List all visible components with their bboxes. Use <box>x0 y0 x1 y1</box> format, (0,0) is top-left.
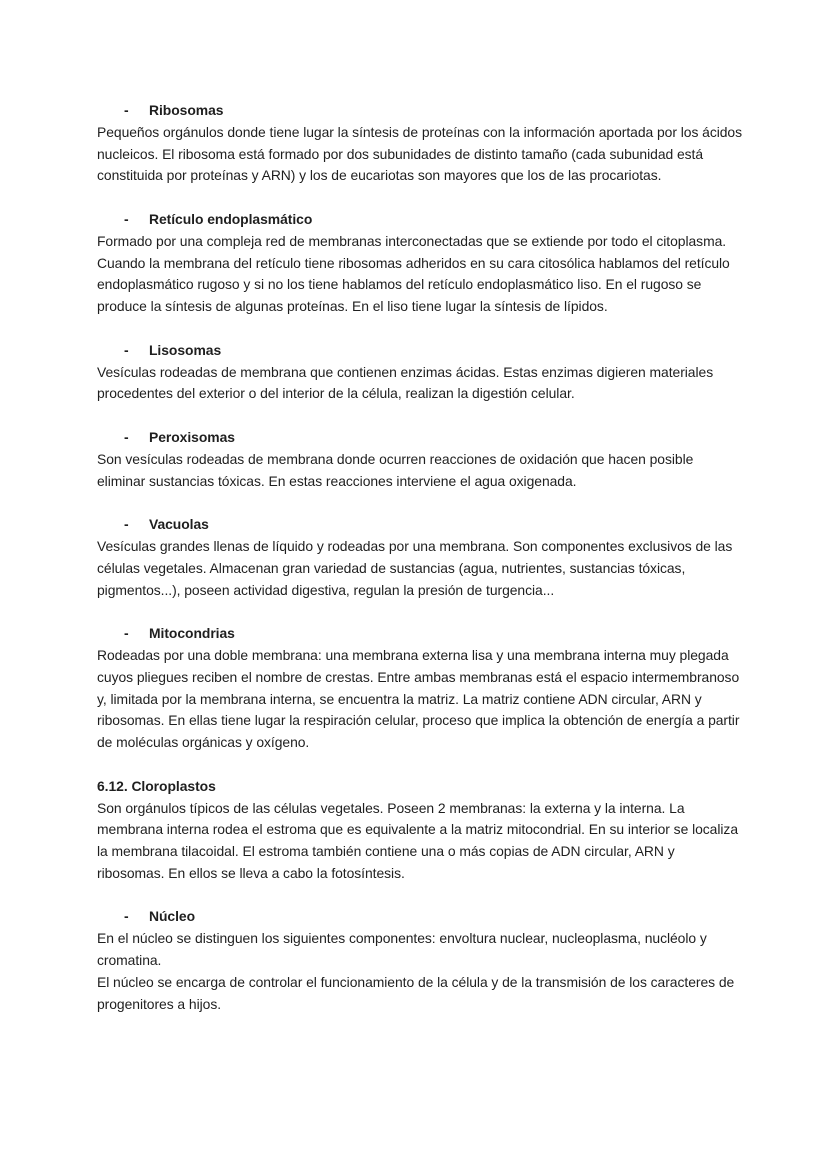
paragraph: Pequeños orgánulos donde tiene lugar la síntesis de proteínas con la información aportada por los ácidos nucleicos. El ribosoma está formado por dos subunidades de distinto tamaño (cada subunidad está constituida por proteínas y ARN) y los de eucariotas son mayores que los de las procariotas. <box>97 123 742 184</box>
section-mitocondrias <box>97 623 745 754</box>
bullet-heading <box>97 209 745 231</box>
heading-text: Ribosomas <box>149 102 224 118</box>
section-peroxisomas <box>97 427 745 492</box>
bullet-dash-icon: - <box>124 341 129 358</box>
bullet-dash-icon: - <box>124 516 129 533</box>
bullet-dash-icon: - <box>124 625 129 642</box>
section-ribosomas <box>97 100 745 187</box>
bullet-dash-icon: - <box>124 102 129 118</box>
heading-text: Peroxisomas <box>149 428 235 445</box>
paragraph: Vesículas rodeadas de membrana que contienen enzimas ácidas. Estas enzimas digieren materiales procedentes del exterior o del interior de la célula, realizan la digestión celular. <box>97 363 714 402</box>
bullet-dash-icon: - <box>124 210 129 227</box>
heading-text: 6.12. Cloroplastos <box>97 777 216 794</box>
section-vacuolas <box>97 514 745 601</box>
paragraph: Son vesículas rodeadas de membrana donde ocurren reacciones de oxidación que hacen posible eliminar sustancias tóxicas. En estas reacciones interviene el agua oxigenada. <box>97 450 694 489</box>
paragraph: Formado por una compleja red de membranas interconectadas que se extiende por todo el citoplasma. Cuando la membrana del retículo tiene ribosomas adheridos en su cara citosólica hablamos del retículo endoplasmático rugoso y si no los tiene hablamos del retículo endoplasmático liso. En el rugoso se produce la síntesis de algunas proteínas. En el liso tiene lugar la síntesis de lípidos. <box>97 232 730 315</box>
heading-text: Mitocondrias <box>149 625 235 642</box>
bullet-heading <box>97 514 745 536</box>
bullet-heading <box>97 427 745 449</box>
bullet-heading <box>97 623 745 645</box>
bullet-dash-icon: - <box>124 428 129 445</box>
section-nucleo <box>97 906 745 1015</box>
heading-text: Lisosomas <box>149 341 222 358</box>
heading-text: Núcleo <box>149 908 196 925</box>
paragraph: Son orgánulos típicos de las células vegetales. Poseen 2 membranas: la externa y la interna. La membrana interna rodea el estroma que es equivalente a la matriz mitocondrial. En su interior se localiza la membrana tilacoidal. El estroma también contiene una o más copias de ADN circular, ARN y ribosomas. En ellos se lleva a cabo la fotosíntesis. <box>97 799 738 881</box>
document-content <box>97 100 745 1037</box>
heading-text: Vacuolas <box>149 516 209 533</box>
heading-text: Retículo endoplasmático <box>149 210 313 227</box>
section-cloroplastos <box>97 776 745 885</box>
paragraph: En el núcleo se distinguen los siguientes componentes: envoltura nuclear, nucleoplasma, nucléolo y cromatina. <box>97 930 707 969</box>
bullet-heading <box>97 340 745 362</box>
bullet-heading <box>97 906 745 928</box>
paragraph: Rodeadas por una doble membrana: una membrana externa lisa y una membrana interna muy plegada cuyos pliegues reciben el nombre de crestas. Entre ambas membranas está el espacio intermembranoso y, limitada por la membrana interna, se encuentra la matriz. La matriz contiene ADN circular, ARN y ribosomas. En ellas tiene lugar la respiración celular, proceso que implica la obtención de energía a partir de moléculas orgánicas y oxígeno. <box>97 646 740 751</box>
paragraph: El núcleo se encarga de controlar el funcionamiento de la célula y de la transmisión de los caracteres de progenitores a hijos. <box>97 973 735 1012</box>
bullet-heading <box>97 100 745 122</box>
paragraph: Vesículas grandes llenas de líquido y rodeadas por una membrana. Son componentes exclusivos de las células vegetales. Almacenan gran variedad de sustancias (agua, nutrientes, sustancias tóxicas, pigmentos...), poseen actividad digestiva, regulan la presión de turgencia... <box>97 537 733 598</box>
section-lisosomas <box>97 340 745 405</box>
numbered-heading <box>97 776 745 798</box>
bullet-dash-icon: - <box>124 908 129 925</box>
section-reticulo-endoplasmatico <box>97 209 745 318</box>
